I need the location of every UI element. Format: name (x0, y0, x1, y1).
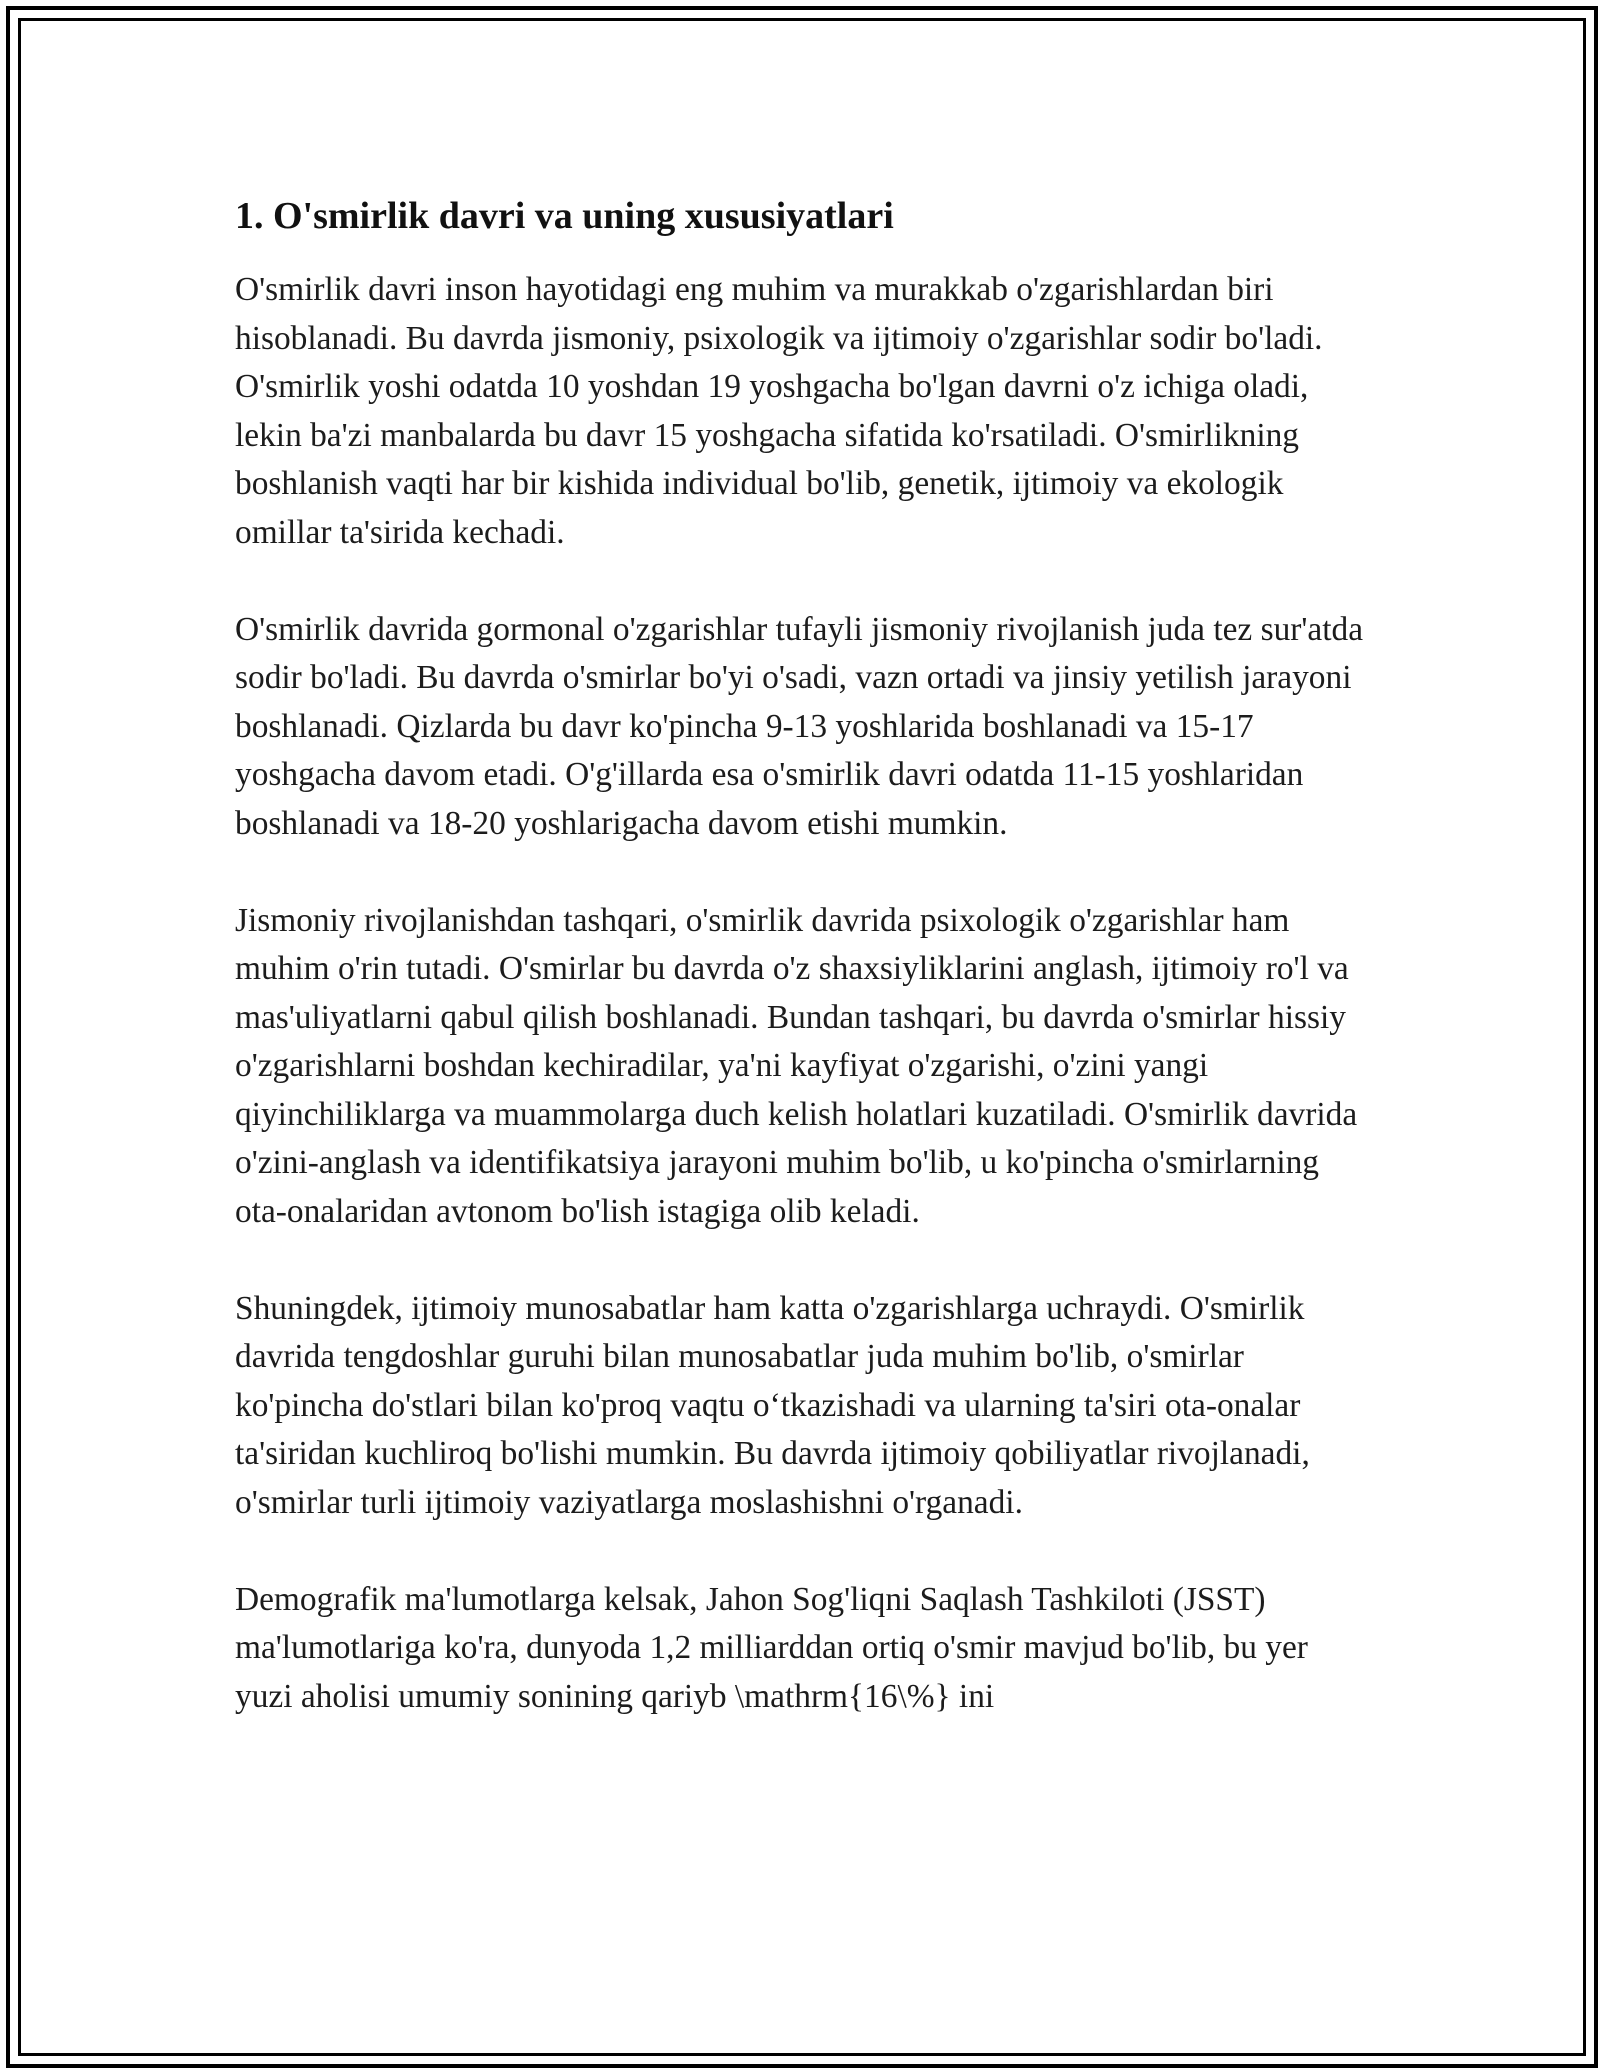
paragraph-social-relations: Shuningdek, ijtimoiy munosabatlar ham katta o'zgarishlarga uchraydi. O'smirlik davrida tengdoshlar guruhi bilan munosabatlar juda muhim bo'lib, o'smirlar ko'pincha do'stlari bilan ko'proq vaqtu o‘tkazishadi va ularning ta'siri ota-onalar ta'siridan kuchliroq bo'lishi mumkin. Bu davrda ijtimoiy qobiliyatlar rivojlanadi, o'smirlar turli ijtimoiy vaziyatlarga moslashishni o'rganadi. (235, 1289, 1310, 1521)
paragraph-demographics: Demografik ma'lumotlarga kelsak, Jahon Sog'liqni Saqlash Tashkiloti (JSST) ma'lumotlariga ko'ra, dunyoda 1,2 milliarddan ortiq o'smir mavjud bo'lib, bu yer yuzi aholisi umumiy sonining qariyb \mathrm{16\%} ini (235, 1580, 1308, 1715)
paragraph-physical-development: O'smirlik davrida gormonal o'zgarishlar tufayli jismoniy rivojlanish juda tez sur'atda sodir bo'ladi. Bu davrda o'smirlar bo'yi o'sadi, vazn ortadi va jinsiy yetilish jarayoni boshlanadi. Qizlarda bu davr ko'pincha 9-13 yoshlarida boshlanadi va 15-17 yoshgacha davom etadi. O'g'illarda esa o'smirlik davri odatda 11-15 yoshlaridan boshlanadi va 18-20 yoshlarigacha davom etishi mumkin. (235, 610, 1364, 842)
document-body (235, 188, 1365, 1721)
section-heading: 1. O'smirlik davri va uning xususiyatlari (235, 195, 894, 237)
paragraph-psychological-changes: Jismoniy rivojlanishdan tashqari, o'smirlik davrida psixologik o'zgarishlar ham muhim o'rin tutadi. O'smirlar bu davrda o'z shaxsiyliklarini anglash, ijtimoiy ro'l va mas'uliyatlarni qabul qilish boshlanadi. Bundan tashqari, bu davrda o'smirlar hissiy o'zgarishlarni boshdan kechiradilar, ya'ni kayfiyat o'zgarishi, o'zini yangi qiyinchiliklarga va muammolarga duch kelish holatlari kuzatiladi. O'smirlik davrida o'zini-anglash va identifikatsiya jarayoni muhim bo'lib, u ko'pincha o'smirlarning ota-onalaridan avtonom bo'lish istagiga olib keladi. (235, 901, 1358, 1230)
paragraph-definition: O'smirlik davri inson hayotidagi eng muhim va murakkab o'zgarishlardan biri hisoblanadi. Bu davrda jismoniy, psixologik va ijtimoiy o'zgarishlar sodir bo'ladi. O'smirlik yoshi odatda 10 yoshdan 19 yoshgacha bo'lgan davrni o'z ichiga oladi, lekin ba'zi manbalarda bu davr 15 yoshgacha sifatida ko'rsatiladi. O'smirlikning boshlanish vaqti har bir kishida individual bo'lib, genetik, ijtimoiy va ekologik omillar ta'sirida kechadi. (235, 271, 1323, 551)
